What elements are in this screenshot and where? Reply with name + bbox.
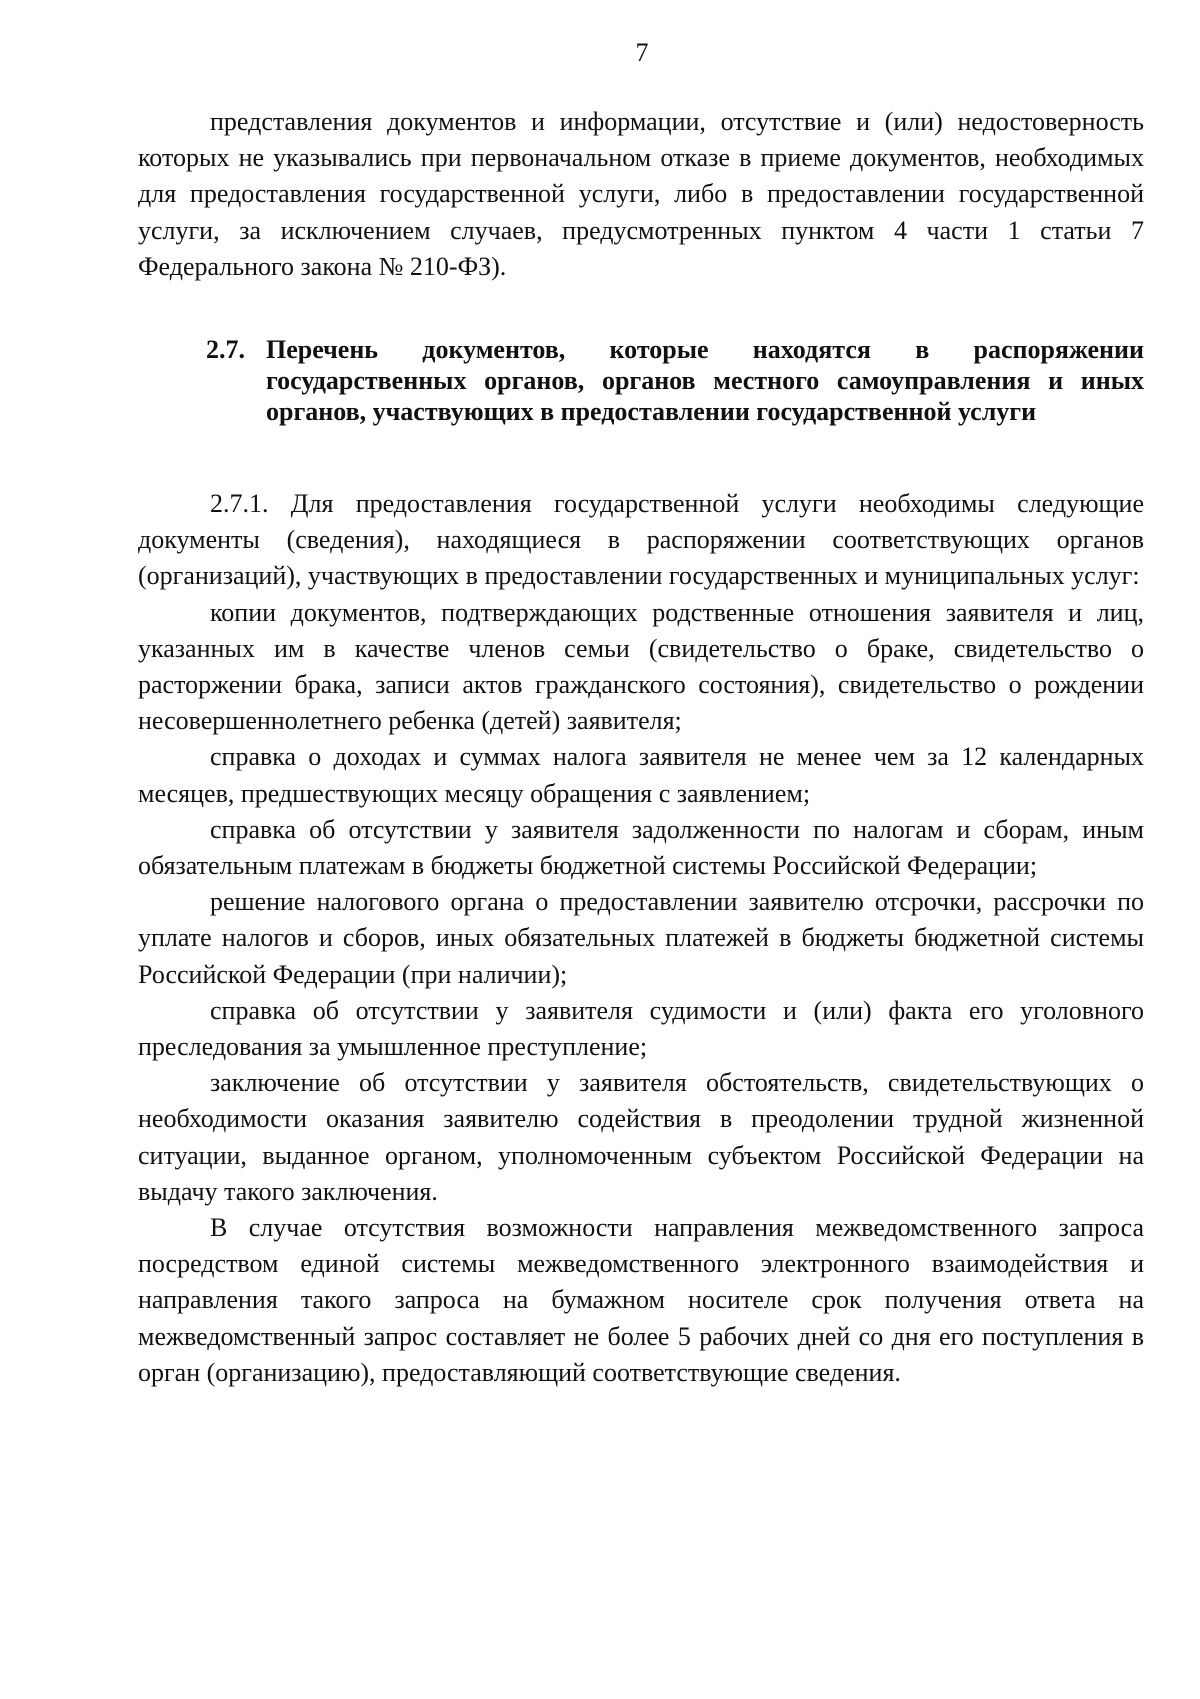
page-number: 7 — [635, 38, 649, 67]
section-body — [138, 486, 1144, 1391]
list-item: решение налогового органа о предоставлении заявителю отсрочки, рассрочки по уплате налогов и сборов, иных обязательных платежей в бюджеты бюджетной системы Российской Федерации (при наличии); — [138, 887, 1144, 989]
closing-paragraph: В случае отсутствия возможности направления межведомственного запроса посредством единой системы межведомственного электронного взаимодействия и направления такого запроса на бумажном носителе срок получения ответа на межведомственный запрос составляет не более 5 рабочих дней со дня его поступления в орган (организацию), предоставляющий соответствующие сведения. — [138, 1213, 1144, 1387]
list-item: справка об отсутствии у заявителя судимости и (или) факта его уголовного преследования за умышленное преступление; — [138, 995, 1144, 1062]
paragraph-2-7-1: 2.7.1. Для предоставления государственной услуги необходимы следующие документы (сведения), находящиеся в распоряжении соответствующих органов (организаций), участвующих в предоставлении государственных и муниципальных услуг: — [138, 489, 1144, 591]
list-item: заключение об отсутствии у заявителя обстоятельств, свидетельствующих о необходимости оказания заявителю содействия в преодолении трудной жизненной ситуации, выданное органом, уполномоченным субъектом Российской Федерации на выдачу такого заключения. — [138, 1068, 1144, 1206]
list-item: справка об отсутствии у заявителя задолженности по налогам и сборам, иным обязательным платежам в бюджеты бюджетной системы Российской Федерации; — [138, 814, 1144, 881]
section-number: 2.7. — [206, 335, 245, 364]
section-heading — [206, 334, 1144, 427]
list-item: копии документов, подтверждающих родственные отношения заявителя и лиц, указанных им в качестве членов семьи (свидетельство о браке, свидетельство о расторжении брака, записи актов гражданского состояния), свидетельство о рождении несовершеннолетнего ребенка (детей) заявителя; — [138, 597, 1144, 736]
continued-paragraph-block — [138, 104, 1144, 285]
continued-paragraph: представления документов и информации, отсутствие и (или) недостоверность которых не указывались при первоначальном отказе в приеме документов, необходимых для предоставления государственной услуги, либо в предоставлении государственной услуги, за исключением случаев, предусмотренных пунктом 4 части 1 статьи 7 Федерального закона № 210-ФЗ). — [138, 107, 1144, 281]
list-item: справка о доходах и суммах налога заявителя не менее чем за 12 календарных месяцев, предшествующих месяцу обращения с заявлением; — [138, 742, 1144, 808]
section-title: Перечень документов, которые находятся в распоряжении государственных органов, органов местного самоуправления и иных органов, участвующих в предоставлении государственной услуги — [266, 335, 1144, 426]
